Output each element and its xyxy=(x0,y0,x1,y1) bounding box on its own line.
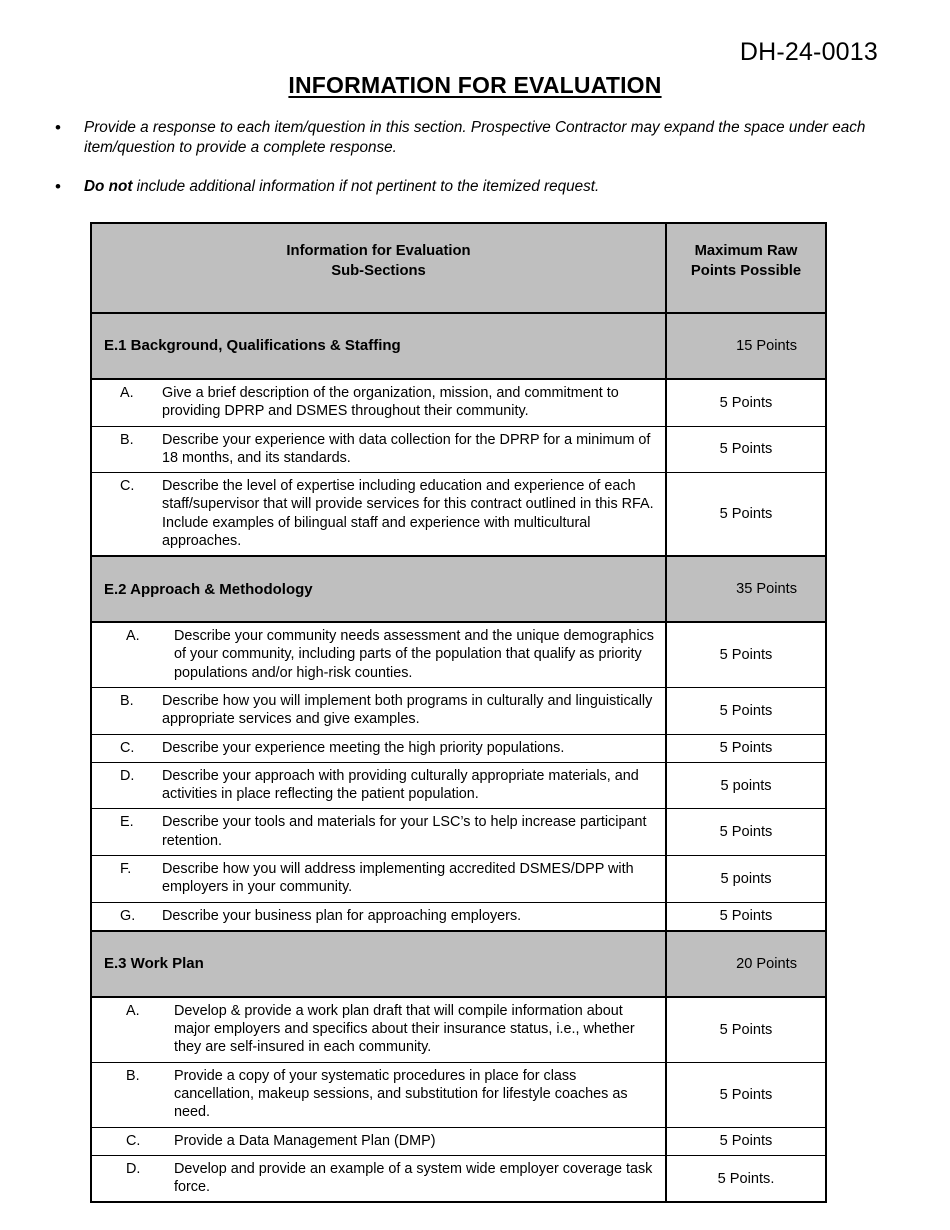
page-title-text: INFORMATION FOR EVALUATION xyxy=(288,72,662,98)
item-description xyxy=(91,762,666,809)
item-letter: C. xyxy=(120,739,135,756)
item-letter: A. xyxy=(126,628,140,645)
table-row xyxy=(91,762,826,809)
section-header-row xyxy=(91,556,826,622)
item-text: Develop and provide an example of a system wide employer coverage task force. xyxy=(174,1160,653,1196)
item-points: 5 Points xyxy=(666,734,826,762)
section-points: 35 Points xyxy=(666,556,826,622)
item-text: Describe your business plan for approaching employers. xyxy=(162,907,522,924)
item-points: 5 Points xyxy=(666,997,826,1062)
item-points: 5 Points xyxy=(666,473,826,557)
table-row xyxy=(91,1127,826,1155)
evaluation-table xyxy=(90,222,827,1203)
column-header-points xyxy=(666,223,826,313)
item-letter: E. xyxy=(120,814,134,831)
bullet-item xyxy=(50,118,910,157)
item-description xyxy=(91,902,666,931)
item-description xyxy=(91,1062,666,1127)
item-description xyxy=(91,856,666,903)
table-row xyxy=(91,473,826,557)
table-row xyxy=(91,688,826,735)
item-letter: B. xyxy=(120,693,134,710)
column-header-subsections xyxy=(91,223,666,313)
item-text: Describe how you will address implementing accredited DSMES/DPP with employers in your community. xyxy=(162,861,634,896)
item-letter: C. xyxy=(126,1132,141,1149)
item-letter: B. xyxy=(120,431,134,448)
item-letter: B. xyxy=(126,1067,140,1084)
table-row xyxy=(91,379,826,426)
item-points: 5 Points xyxy=(666,688,826,735)
item-text: Describe your experience with data collection for the DPRP for a minimum of 18 months, and its standards. xyxy=(162,431,651,466)
section-title: E.1 Background, Qualifications & Staffing xyxy=(91,313,666,379)
item-points: 5 points xyxy=(666,762,826,809)
item-description xyxy=(91,426,666,473)
column-header-subsections-line2: Sub-Sections xyxy=(331,262,426,279)
item-description xyxy=(91,997,666,1062)
item-letter: D. xyxy=(126,1160,141,1177)
table-header-row xyxy=(91,223,826,313)
bullet-marker-icon: • xyxy=(55,118,61,137)
item-text: Give a brief description of the organization, mission, and commitment to providing DPRP and DSMES throughout their community. xyxy=(162,384,619,420)
item-description xyxy=(91,809,666,856)
item-points: 5 Points xyxy=(666,809,826,856)
bullet-item xyxy=(50,177,910,197)
item-text: Describe your tools and materials for your LSC’s to help increase participant retention. xyxy=(162,814,647,849)
item-text: Describe your approach with providing culturally appropriate materials, and activities in place reflecting the patient population. xyxy=(162,767,639,803)
item-text: Describe your experience meeting the high priority populations. xyxy=(162,739,565,756)
section-header-row xyxy=(91,313,826,379)
section-title: E.3 Work Plan xyxy=(91,931,666,997)
table-row xyxy=(91,997,826,1062)
item-text: Describe your community needs assessment and the unique demographics of your community, including parts of the population that qualify as priority populations and/or high-risk counties. xyxy=(174,628,654,681)
bullet-text: Provide a response to each item/question in this section. Prospective Contractor may expand the space under each item/question to provide a complete response. xyxy=(84,119,866,156)
item-letter: F. xyxy=(120,861,132,877)
item-text: Provide a copy of your systematic procedures in place for class cancellation, makeup sessions, and substitution for lifestyle coaches as need. xyxy=(174,1067,628,1121)
item-points: 5 Points xyxy=(666,426,826,473)
instruction-bullets xyxy=(50,118,910,217)
document-number: DH-24-0013 xyxy=(739,38,878,66)
table-row xyxy=(91,1062,826,1127)
item-text: Describe the level of expertise including education and experience of each staff/supervisor that will provide services for this contract outlined in this RFA. Include examples of bilingual staff and experience with multicultural approaches. xyxy=(162,478,654,549)
column-header-points-line1: Maximum Raw xyxy=(694,243,798,259)
item-description xyxy=(91,734,666,762)
item-description xyxy=(91,1155,666,1202)
item-text: Develop & provide a work plan draft that will compile information about major employers and specifics about their insurance status, i.e., whether they are self-insured in each community. xyxy=(174,1002,635,1056)
page-title xyxy=(0,72,950,99)
item-letter: D. xyxy=(120,767,135,784)
item-points: 5 points xyxy=(666,856,826,903)
section-header-row xyxy=(91,931,826,997)
item-text: Describe how you will implement both programs in culturally and linguistically appropriate services and give examples. xyxy=(162,693,653,728)
table-row xyxy=(91,1155,826,1202)
table-row xyxy=(91,734,826,762)
item-points: 5 Points xyxy=(666,1127,826,1155)
item-description xyxy=(91,473,666,557)
column-header-subsections-line1: Information for Evaluation xyxy=(286,243,471,259)
item-description xyxy=(91,1127,666,1155)
item-points: 5 Points xyxy=(666,622,826,687)
table-row xyxy=(91,426,826,473)
item-text: Provide a Data Management Plan (DMP) xyxy=(174,1132,436,1149)
item-points: 5 Points xyxy=(666,379,826,426)
item-points: 5 Points. xyxy=(666,1155,826,1202)
item-letter: G. xyxy=(120,907,136,924)
section-points: 20 Points xyxy=(666,931,826,997)
section-points: 15 Points xyxy=(666,313,826,379)
table-row xyxy=(91,856,826,903)
column-header-points-line2: Points Possible xyxy=(690,262,802,279)
item-letter: A. xyxy=(126,1002,140,1019)
section-title: E.2 Approach & Methodology xyxy=(91,556,666,622)
item-points: 5 Points xyxy=(666,1062,826,1127)
bullet-bold-prefix: Do not xyxy=(84,178,133,196)
table-row xyxy=(91,622,826,687)
item-points: 5 Points xyxy=(666,902,826,931)
item-description xyxy=(91,622,666,687)
table-row xyxy=(91,902,826,931)
item-description xyxy=(91,688,666,735)
bullet-text xyxy=(84,177,910,197)
bullet-marker-icon: • xyxy=(55,177,61,197)
item-description xyxy=(91,379,666,426)
item-letter: A. xyxy=(120,384,134,401)
bullet-rest-text: include additional information if not pertinent to the itemized request. xyxy=(132,178,600,196)
table-row xyxy=(91,809,826,856)
item-letter: C. xyxy=(120,478,135,495)
